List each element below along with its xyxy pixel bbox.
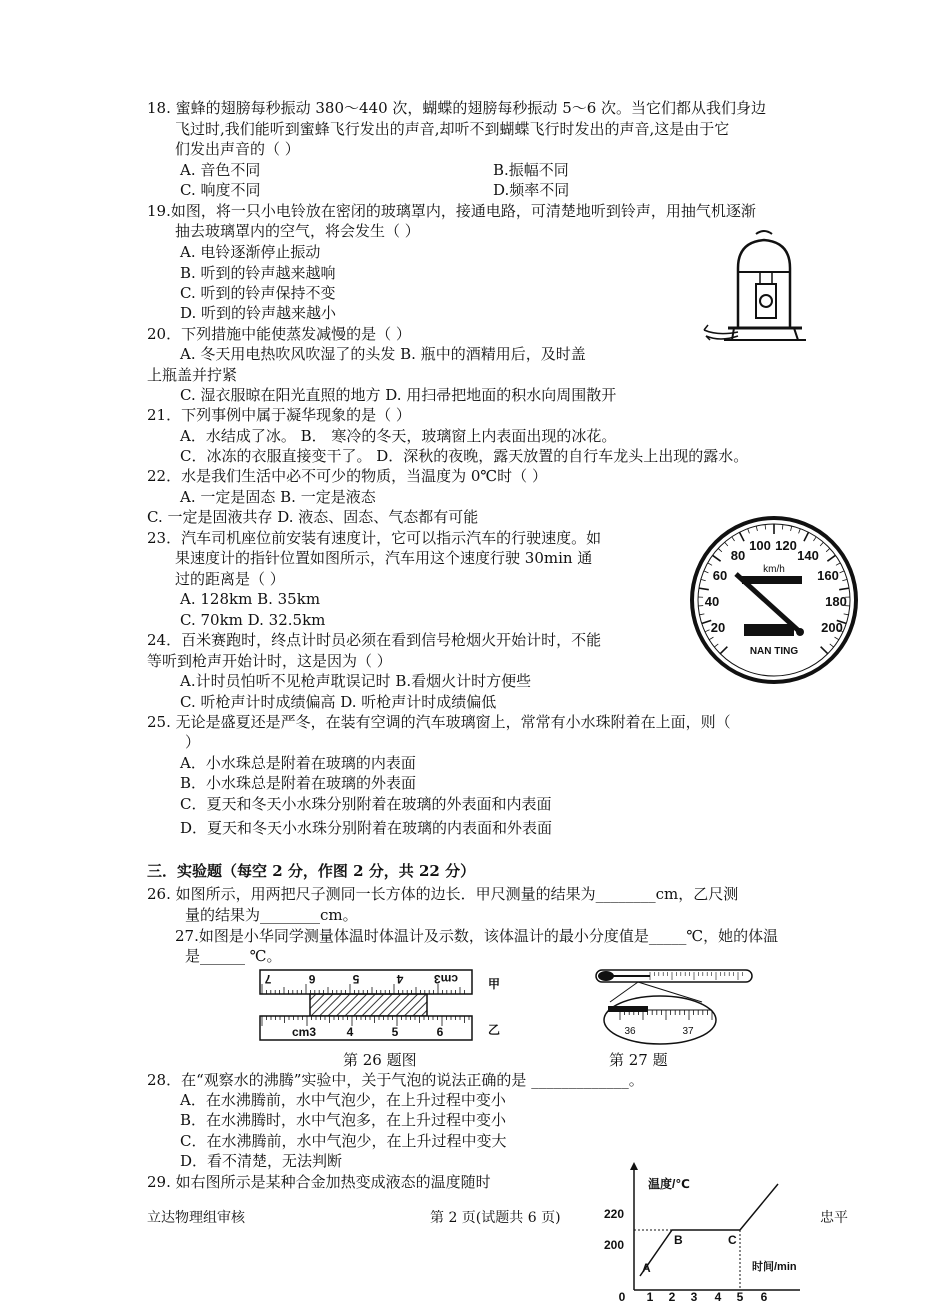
speedo-unit: km/h [763,564,785,575]
speedo-label-200: 200 [821,620,843,635]
graph-ytick-220: 220 [604,1207,625,1221]
graph-point-c: C [728,1233,737,1247]
q21-line1: 21．下列事例中属于凝华现象的是（ ） [147,406,411,424]
graph-xtick-6: 6 [760,1290,768,1302]
thermometer-figure [590,962,760,1046]
ruler-bottom-label-6: 6 [436,1025,444,1039]
q22-options-ab: A. 一定是固态 B. 一定是液态 [180,488,376,506]
graph-point-a: A [642,1261,651,1275]
q18-line1: 18. 蜜蜂的翅膀每秒振动 380～440 次，蝴蝶的翅膀每秒振动 5～6 次。当它们都从我们身边 [147,99,767,117]
q19-option-a: A. 电铃逐渐停止振动 [180,243,321,261]
speedo-label-40: 40 [704,594,720,609]
q24-line1: 24．百米赛跑时，终点计时员必须在看到信号枪烟火开始计时，不能 [147,631,602,649]
footer-page: 第 2 页(试题共 6 页) [430,1210,561,1226]
ruler-yi-label: 乙 [488,1023,501,1037]
q23-line1: 23．汽车司机座位前安装有速度计，它可以指示汽车的行驶速度。如 [147,529,602,547]
q28-option-c: C．在水沸腾前，水中气泡少，在上升过程中变大 [180,1132,507,1150]
q18-line3: 们发出声音的（ ） [175,140,300,158]
q25-option-a: A．小水珠总是附着在玻璃的内表面 [180,754,416,772]
q18-option-b: B.振幅不同 [493,161,569,179]
q20-options-ab: A. 冬天用电热吹风吹湿了的头发 B. 瓶中的酒精用后，及时盖 [180,345,586,363]
ruler-jia-label: 甲 [488,977,501,991]
q27-line2: 是______ ℃。 [185,947,282,965]
thermo-label-36: 36 [624,1026,636,1037]
graph-xlabel: 时间/min [752,1261,797,1273]
graph-xtick-1: 1 [646,1290,654,1302]
q26-line2: 量的结果为________cm。 [185,906,358,924]
graph-xtick-2: 2 [668,1290,676,1302]
q21-options-ab: A．水结成了冰。 B． 寒冷的冬天，玻璃窗上内表面出现的冰花。 [180,427,617,445]
ruler-bottom-label-cm3: cm3 [291,1025,317,1039]
speedo-label-60: 60 [712,568,728,583]
q19-option-b: B. 听到的铃声越来越响 [180,264,336,282]
q22-line1: 22．水是我们生活中必不可少的物质，当温度为 0℃时（ ） [147,467,547,485]
q20-line1: 20．下列措施中能使蒸发减慢的是（ ） [147,325,411,343]
ruler-top-label-5: 5 [352,972,360,986]
q23-line3: 过的距离是（ ） [175,570,285,588]
q24-options-cd: C. 听枪声计时成绩偏高 D. 听枪声计时成绩偏低 [180,693,497,711]
q19-option-c: C. 听到的铃声保持不变 [180,284,336,302]
q25-option-b: B．小水珠总是附着在玻璃的外表面 [180,774,417,792]
ruler-top-label-6: 6 [308,972,316,986]
q23-options-cd: C. 70km D. 32.5km [180,611,326,629]
q21-options-cd: C．冰冻的衣服直接变干了。 D．深秋的夜晚，露天放置的自行车龙头上出现的露水。 [180,447,749,465]
speedometer-figure [688,514,860,686]
ruler-bottom-label-4: 4 [346,1025,354,1039]
ruler-bottom-label-5: 5 [391,1025,399,1039]
q19-line2: 抽去玻璃罩内的空气，将会发生（ ） [175,222,420,240]
q24-line2: 等听到枪声开始计时，这是因为（ ） [147,652,392,670]
graph-xtick-5: 5 [736,1290,744,1302]
q28-option-b: B．在水沸腾时，水中气泡多，在上升过程中变小 [180,1111,507,1129]
q28-line1: 28．在“观察水的沸腾”实验中，关于气泡的说法正确的是 _____________。 [147,1071,644,1089]
bell-jar-figure [698,228,828,348]
q28-option-d: D．看不清楚，无法判断 [180,1152,343,1170]
q24-options-ab: A.计时员怕听不见枪声耽误记时 B.看烟火计时方便些 [180,672,532,690]
q19-line1: 19.如图，将一只小电铃放在密闭的玻璃罩内，接通电路，可清楚地听到铃声，用抽气机逐渐 [147,202,756,220]
graph-ytick-200: 200 [604,1238,625,1252]
speedo-label-180: 180 [825,594,847,609]
q25-line1: 25. 无论是盛夏还是严冬，在装有空调的汽车玻璃窗上，常常有小水珠附着在上面，则（ [147,713,731,731]
q22-options-cd: C. 一定是固液共存 D. 液态、固态、气态都有可能 [147,508,479,526]
q20-options-cd: C. 湿衣服晾在阳光直照的地方 D. 用扫帚把地面的积水向周围散开 [180,386,617,404]
ruler-top-label-cm3: cm3 [433,972,459,986]
q25-option-c: C．夏天和冬天小水珠分别附着在玻璃的外表面和内表面 [180,795,552,813]
graph-xtick-4: 4 [714,1290,722,1302]
q18-option-d: D.频率不同 [493,181,570,199]
footer-right: 忠平 [820,1210,848,1226]
q29-line1: 29. 如右图所示是某种合金加热变成液态的温度随时 [147,1173,491,1191]
speedo-label-140: 140 [797,548,819,563]
footer-left: 立达物理组审核 [147,1210,245,1226]
ruler-top-label-7: 7 [264,972,272,986]
alloy-temperature-graph [600,1160,820,1302]
q18-line2: 飞过时,我们能听到蜜蜂飞行发出的声音,却听不到蝴蝶飞行时发出的声音,这是由于它 [175,120,730,138]
speedo-label-80: 80 [730,548,746,563]
speedo-label-120: 120 [775,538,797,553]
q25-option-d: D．夏天和冬天小水珠分别附着在玻璃的内表面和外表面 [180,819,553,837]
graph-xtick-3: 3 [690,1290,698,1302]
q18-option-a: A. 音色不同 [180,161,261,179]
speedo-label-160: 160 [817,568,839,583]
thermo-label-37: 37 [682,1026,694,1037]
speedo-label-20: 20 [710,620,726,635]
q25-line2: ） [185,733,201,751]
graph-point-b: B [674,1233,683,1247]
ruler-top-label-4: 4 [396,972,404,986]
rulers-figure [250,966,505,1042]
q23-line2: 果速度计的指针位置如图所示，汽车用这个速度行驶 30min 通 [175,549,593,567]
q27-line1: 27.如图是小华同学测量体温时体温计及示数，该体温计的最小分度值是_____℃，她的体温 [175,927,779,945]
speedo-label-100: 100 [749,538,771,553]
q19-option-d: D. 听到的铃声越来越小 [180,304,337,322]
fig26-caption: 第 26 题图 [343,1051,417,1069]
speedo-brand: NAN TING [749,646,799,657]
q20-options-ab-cont: 上瓶盖并拧紧 [147,366,238,384]
graph-xtick-0: 0 [618,1290,626,1302]
q28-option-a: A．在水沸腾前，水中气泡少，在上升过程中变小 [180,1091,506,1109]
q23-options-ab: A. 128km B. 35km [180,590,321,608]
q26-line1: 26. 如图所示，用两把尺子测同一长方体的边长．甲尺测量的结果为________cm，乙尺测 [147,885,739,903]
fig27-caption: 第 27 题 [609,1051,668,1069]
q18-option-c: C. 响度不同 [180,181,261,199]
graph-ylabel: 温度/℃ [648,1177,690,1191]
section-3-heading: 三．实验题（每空 2 分，作图 2 分，共 22 分） [147,862,476,880]
